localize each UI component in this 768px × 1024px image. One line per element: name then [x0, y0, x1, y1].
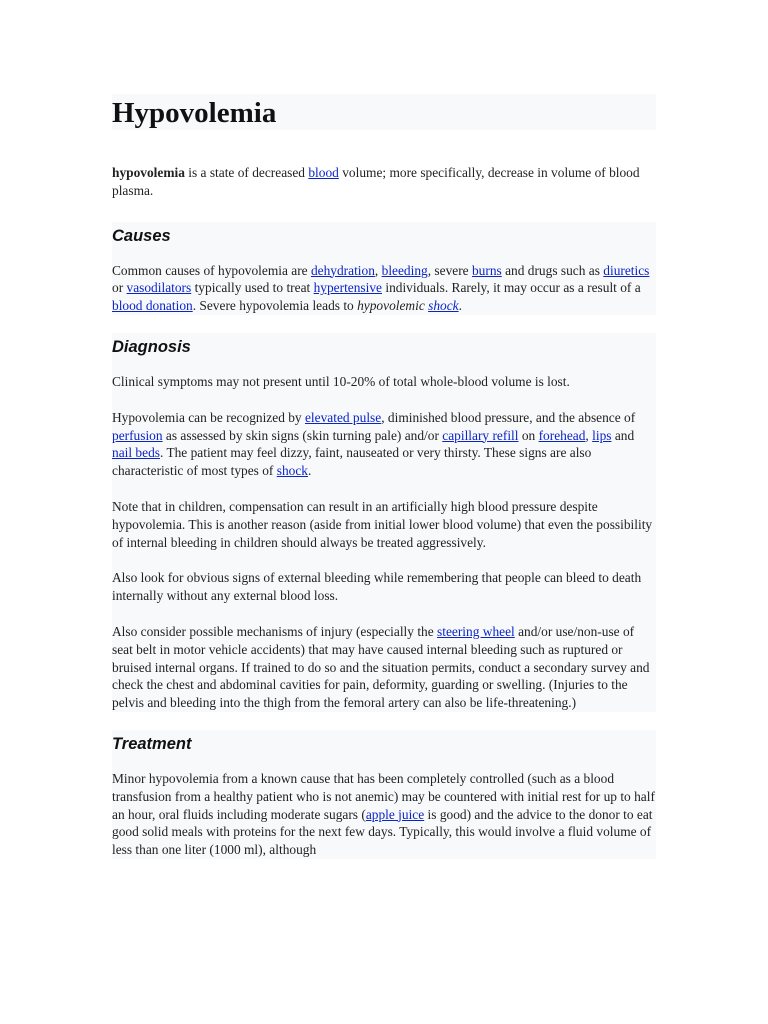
link-hypertensive[interactable]: hypertensive [313, 280, 382, 296]
article [112, 94, 656, 859]
section-treatment [112, 730, 656, 859]
link-shock[interactable]: shock [428, 298, 459, 314]
term-bold: hypovolemia [112, 165, 185, 180]
link-forehead[interactable]: forehead [538, 427, 586, 443]
link-nail-beds[interactable]: nail beds [112, 445, 160, 461]
link-diuretics[interactable]: diuretics [603, 262, 650, 278]
intro-paragraph: hypovolemia is a state of decreased blood volume; more specifically, decrease in volume of blood plasma. [112, 165, 640, 198]
link-bleeding[interactable]: bleeding [381, 262, 428, 278]
link-steering-wheel[interactable]: steering wheel [437, 623, 515, 639]
link-blood[interactable]: blood [308, 165, 339, 180]
heading-diagnosis: Diagnosis [112, 337, 191, 356]
link-blood-donation[interactable]: blood donation [112, 298, 193, 314]
section-causes [112, 222, 656, 315]
italic-hypovolemic: hypovolemic [357, 298, 425, 314]
diagnosis-paragraph-3: Note that in children, compensation can result in an artificially high blood pressure despite hypovolemia. This is another reason (aside from initial lower blood volume) that even the possibility of internal bleeding in children should always be treated aggressively. [112, 498, 653, 550]
link-burns[interactable]: burns [471, 262, 502, 278]
link-lips[interactable]: lips [592, 427, 612, 443]
link-vasodilators[interactable]: vasodilators [126, 280, 192, 296]
treatment-paragraph: Minor hypovolemia from a known cause that has been completely controlled (such as a blood transfusion from a healthy patient who is not anemic) may be countered with initial rest for up to half an hour, oral fluids including moderate sugars (apple juice is good) and the advice to the donor to eat good solid meals with proteins for the next few days. Typically, this would involve a fluid volume of less than one liter (1000 ml), although [112, 770, 655, 858]
diagnosis-paragraph-5: Also consider possible mechanisms of injury (especially the steering wheel and/or use/non-use of seat belt in motor vehicle accidents) that may have caused internal bleeding such as ruptured or bruised internal organs. If trained to do so and the situation permits, conduct a secondary survey and check the chest and abdominal cavities for pain, deformity, guarding or swelling. (Injuries to the pelvis and bleeding into the thigh from the femoral artery can also be life-threatening.) [112, 623, 650, 711]
link-elevated-pulse[interactable]: elevated pulse [304, 409, 382, 425]
diagnosis-paragraph-4: Also look for obvious signs of external bleeding while remembering that people can bleed to death internally without any external blood loss. [112, 570, 642, 604]
link-apple-juice[interactable]: apple juice [365, 806, 425, 822]
link-capillary-refill[interactable]: capillary refill [442, 427, 519, 443]
link-shock-types[interactable]: shock [276, 463, 308, 479]
diagnosis-paragraph-2: Hypovolemia can be recognized by elevated pulse, diminished blood pressure, and the absence of perfusion as assessed by skin signs (skin turning pale) and/or capillary refill on forehead, lips and nail beds. The patient may feel dizzy, faint, nauseated or very thirsty. These signs are also characteristic of most types of shock. [112, 409, 636, 479]
heading-treatment: Treatment [112, 734, 192, 753]
link-dehydration[interactable]: dehydration [310, 262, 375, 278]
diagnosis-paragraph-1: Clinical symptoms may not present until 10-20% of total whole-blood volume is lost. [112, 373, 570, 389]
heading-causes: Causes [112, 226, 171, 245]
title-box [112, 94, 656, 130]
link-perfusion[interactable]: perfusion [112, 427, 163, 443]
causes-paragraph: Common causes of hypovolemia are dehydration, bleeding, severe burns and drugs such as diuretics or vasodilators typically used to treat hypertensive individuals. Rarely, it may occur as a result of a blood donation. Severe hypovolemia leads to hypovolemic shock. [112, 262, 650, 314]
page-title: Hypovolemia [112, 97, 277, 129]
section-diagnosis [112, 333, 656, 712]
